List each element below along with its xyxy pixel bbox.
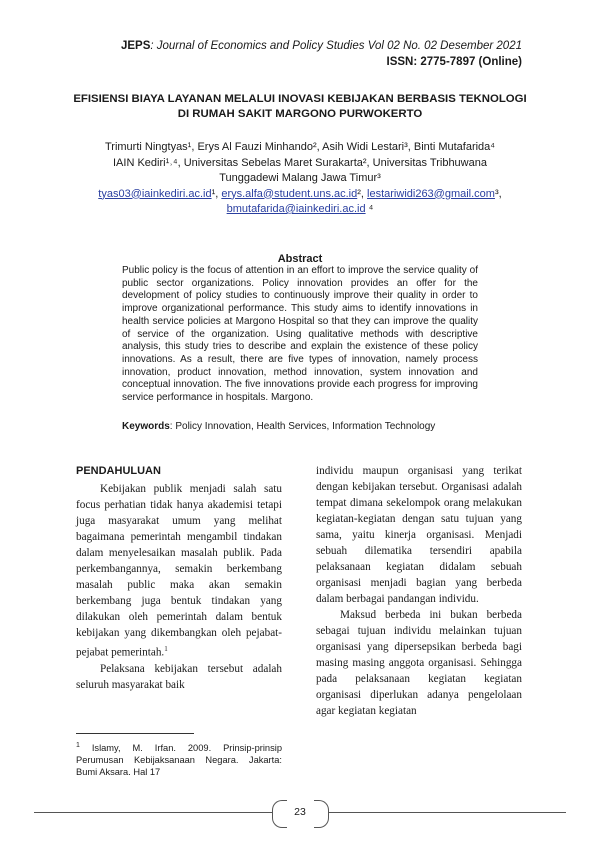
email-link-1[interactable]: tyas03@iainkediri.ac.id (98, 187, 212, 200)
keywords-text: : Policy Innovation, Health Services, Information Technology (169, 421, 436, 432)
left-paragraph-1 (76, 481, 282, 661)
section-heading: PENDAHULUAN (76, 465, 161, 477)
email-link-3[interactable]: lestariwidi263@gmail.com (367, 187, 495, 200)
author-names: Trimurti Ningtyas¹, Erys Al Fauzi Minhando², Asih Widi Lestari³, Binti Mutafarida⁴ (104, 141, 496, 153)
affiliation-line-1: IAIN Kediri¹˒⁴, Universitas Sebelas Maret Surakarta², Universitas Tribhuwana (113, 156, 487, 169)
title-line-2: DI RUMAH SAKIT MARGONO PURWOKERTO (177, 108, 423, 120)
email-sup-1: ¹, (211, 187, 222, 200)
journal-title: : Journal of Economics and Policy Studies Vol 02 No. 02 Desember 2021 (150, 40, 522, 52)
page-footer (0, 800, 600, 826)
right-paragraph-1: individu maupun organisasi yang terikat dengan kebijakan tersebut. Organisasi adalah tempat dimana sekelompok orang melakukan kegiatan-kegiatan dengan satu tujuan yang sama, yaitu kinerja organisasi. Menjadi sebuah dilematika tersendiri apabila pelaksanaan kegiatan didalam sebuah organisasi menjadi bagian yang berbeda dalam berbagai pandangan individu. (316, 465, 522, 605)
email-sup-2: ², (357, 187, 368, 200)
issn-text: ISSN: 2775-7897 (Online) (386, 56, 522, 68)
paper-title (60, 92, 540, 122)
journal-issn (121, 54, 522, 70)
footnote-divider (76, 733, 194, 734)
journal-abbrev: JEPS (120, 40, 151, 52)
authors-block (55, 140, 545, 218)
affiliation-line-2: Tunggadewi Malang Jawa Timur³ (219, 172, 381, 184)
email-line-1 (55, 187, 545, 203)
email-sup-3: ³, (494, 187, 502, 200)
right-column (316, 463, 522, 719)
footer-rule-right (328, 812, 566, 813)
footer-rule-left (34, 812, 272, 813)
title-line-1: EFISIENSI BIAYA LAYANAN MELALUI INOVASI KEBIJAKAN BERBASIS TEKNOLOGI (73, 93, 527, 105)
footnote-text: Islamy, M. Irfan. 2009. Prinsip-prinsip Perumusan Kebijaksanaan Negara. Jakarta: Bumi Aksara. Hal 17 (76, 743, 282, 778)
right-paragraph-2: Maksud berbeda ini bukan berbeda sebagai tujuan individu melainkan tujuan organisasi yang dipersepsikan berbeda bagi masing masing anggota organisasi. Sehingga pada pelaksanaan kegiatan kegiatan organisasi diperlukan adanya pengelolaan agar kegiatan kegiatan (316, 609, 522, 717)
footer-bracket-right (314, 800, 329, 828)
footnote (76, 740, 282, 778)
footer-bracket-left (272, 800, 287, 828)
footnote-marker: 1 (76, 742, 80, 749)
keywords (122, 420, 492, 433)
left-paragraph-2: Pelaksana kebijakan tersebut adalah seluruh masyarakat baik (76, 662, 282, 691)
email-sup-4: ⁴ (365, 203, 374, 215)
email-link-4[interactable]: bmutafarida@iainkediri.ac.id (226, 203, 366, 215)
email-line-2 (55, 202, 545, 218)
left-paragraph-1-text: Kebijakan publik menjadi salah satu focus perhatian tidak hanya akademisi tetapi juga masyarakat umum yang melihat bagaimana pemerintah mengambil tindakan dalam menyelesaikan masalah publik. Pada perkembangannya, semakin berkembang masalah public maka akan semakin berkembang juga bentuk tindakan yang dilakukan oleh pemerintah dalam bentuk kebijakan yang dikembangkan oleh pejabat-pejabat pemerintah. (76, 483, 282, 659)
abstract-heading: Abstract (277, 253, 323, 265)
page-number: 23 (294, 806, 306, 818)
footnote-ref[interactable]: 1 (164, 645, 168, 653)
keywords-label: Keywords (122, 421, 170, 432)
left-column (76, 463, 282, 693)
email-link-2[interactable]: erys.alfa@student.uns.ac.id (221, 187, 358, 200)
abstract-text: Public policy is the focus of attention in an effort to improve the service quality of public sector organizations. Policy innovation provides an offer for the development of policy studies to continuously improve their quality in order to improve organizational performance. This study aims to identify innovations in health service policies at Margono Hospital so that they can improve the quality of service of the organization. Using qualitative methods with descriptive analysis, this study tries to describe and explain the existence of these policy innovations. As a result, there are five types of innovation, namely process innovation, product innovation, method innovation, system innovation and conceptual innovation. The five innovations provide each progress for improving service performance in hospitals. Margono. (122, 265, 478, 404)
journal-citation (121, 38, 522, 54)
journal-header (121, 38, 522, 70)
